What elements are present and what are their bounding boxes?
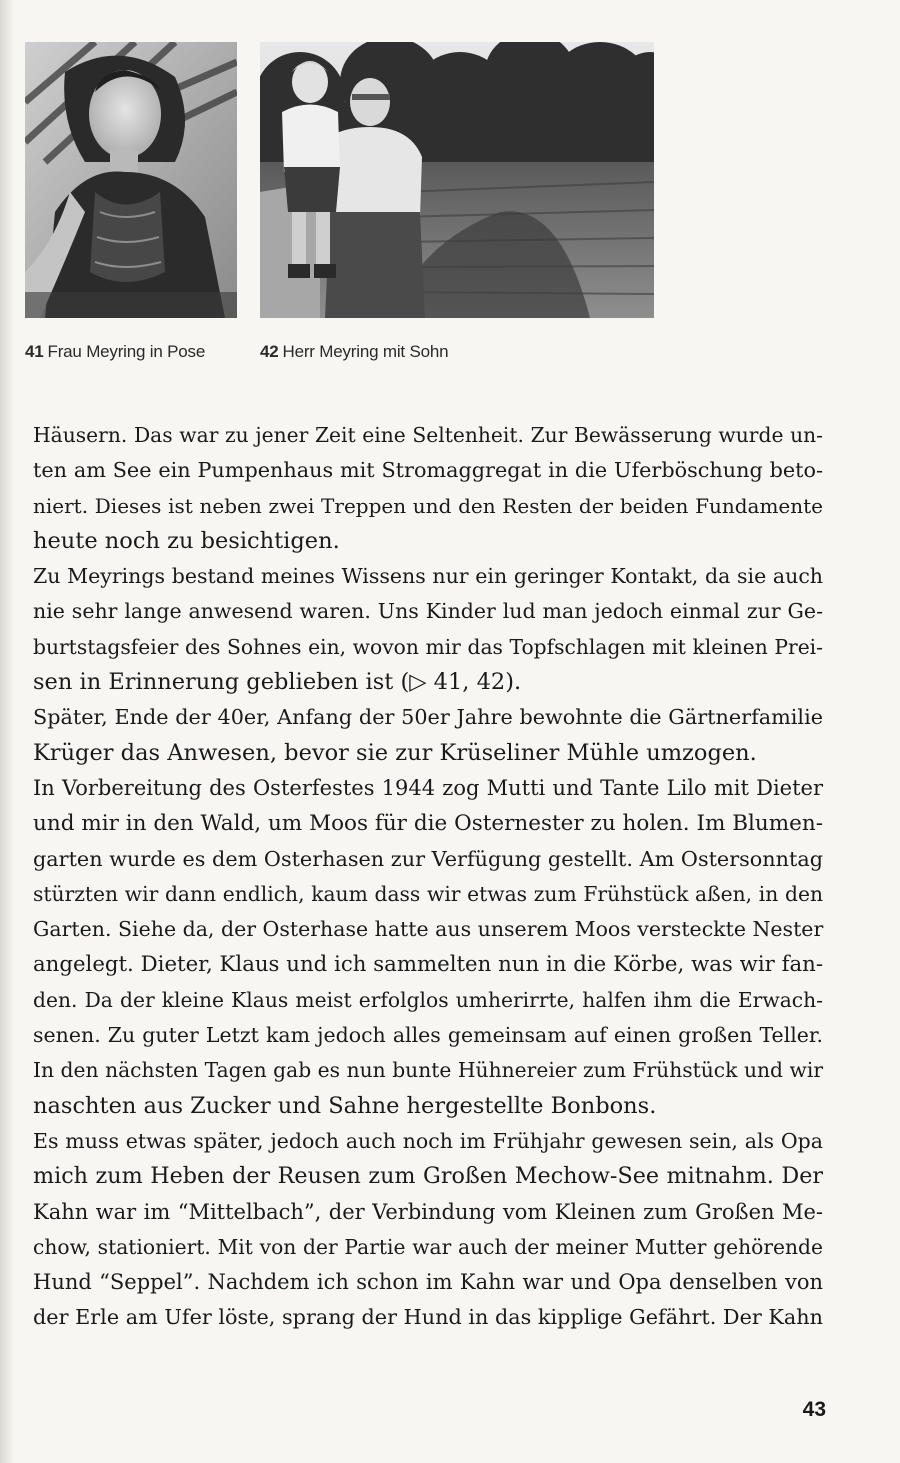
text-line: Garten. Siehe da, der Osterhase hatte aus unserem Moos versteckte Nester (33, 917, 824, 942)
figure-caption-42 (260, 342, 448, 362)
figure-number: 41 (25, 342, 44, 361)
text-line: garten wurde es dem Osterhasen zur Verfügung gestellt. Am Ostersonntag (33, 846, 823, 871)
figure-caption-text: Herr Meyring mit Sohn (282, 342, 449, 361)
text-line: und mir in den Wald, um Moos für die Osternester zu holen. Im Blumen- (33, 811, 823, 837)
text-line: Häusern. Das war zu jener Zeit eine Seltenheit. Zur Bewässerung wurde un- (33, 423, 823, 447)
photo-frau-meyring (25, 42, 237, 318)
text-line: chow, stationiert. Mit von der Partie war auch der meiner Mutter gehörende (33, 1234, 823, 1259)
text-line: Es muss etwas später, jedoch auch noch im Frühjahr gewesen sein, als Opa (33, 1128, 823, 1153)
text-line: senen. Zu guter Letzt kam jedoch alles gemeinsam auf einen großen Teller. (33, 1023, 823, 1048)
figure-number: 42 (260, 342, 279, 361)
text-line: Zu Meyrings bestand meines Wissens nur ein geringer Kontakt, da sie auch (33, 564, 823, 589)
text-line: Kahn war im “Mittelbach”, der Verbindung vom Kleinen zum Großen Me- (33, 1199, 823, 1224)
text-line: naschten aus Zucker und Sahne hergestellte Bonbons. (33, 1092, 657, 1119)
text-line: nie sehr lange anwesend waren. Uns Kinder lud man jedoch einmal zur Ge- (33, 599, 823, 624)
text-line: In Vorbereitung des Osterfestes 1944 zog Mutti und Tante Lilo mit Dieter (33, 775, 823, 800)
text-line: heute noch zu besichtigen. (33, 527, 340, 554)
text-line: Krüger das Anwesen, bevor sie zur Krüseliner Mühle umzogen. (33, 739, 757, 766)
figure-caption-41 (25, 342, 205, 362)
text-line: Hund “Seppel”. Nachdem ich schon im Kahn war und Opa denselben von (33, 1270, 823, 1295)
text-line: Später, Ende der 40er, Anfang der 50er Jahre bewohnte die Gärtnerfamilie (33, 705, 823, 730)
page-number: 43 (802, 1398, 826, 1421)
photo-herr-meyring-mit-sohn (260, 42, 654, 318)
page-binding-shadow (0, 0, 14, 1463)
text-line: sen in Erinnerung geblieben ist (▷ 41, 42). (33, 669, 522, 696)
photo-41-image (25, 42, 237, 318)
figure-caption-text: Frau Meyring in Pose (47, 342, 206, 361)
text-line: angelegt. Dieter, Klaus und ich sammelten nun in die Körbe, was wir fan- (33, 952, 823, 978)
text-line: burtstagsfeier des Sohnes ein, wovon mir das Topfschlagen mit kleinen Prei- (33, 634, 823, 659)
text-line: der Erle am Ufer löste, sprang der Hund in das kipplige Gefährt. Der Kahn (33, 1305, 823, 1330)
photo-42-image (260, 42, 654, 318)
text-line: den. Da der kleine Klaus meist erfolglos umherirrte, halfen ihm die Erwach- (33, 987, 823, 1012)
body-text (33, 418, 823, 1336)
text-line: In den nächsten Tagen gab es nun bunte Hühnereier zum Frühstück und wir (33, 1058, 823, 1083)
text-line: niert. Dieses ist neben zwei Treppen und den Resten der beiden Fundamente (33, 493, 823, 518)
text-line: stürzten wir dann endlich, kaum dass wir etwas zum Frühstück aßen, in den (33, 881, 823, 906)
text-line: ten am See ein Pumpenhaus mit Stromaggregat in die Uferböschung beto- (33, 458, 823, 483)
text-line: mich zum Heben der Reusen zum Großen Mechow-See mitnahm. Der (33, 1163, 823, 1190)
